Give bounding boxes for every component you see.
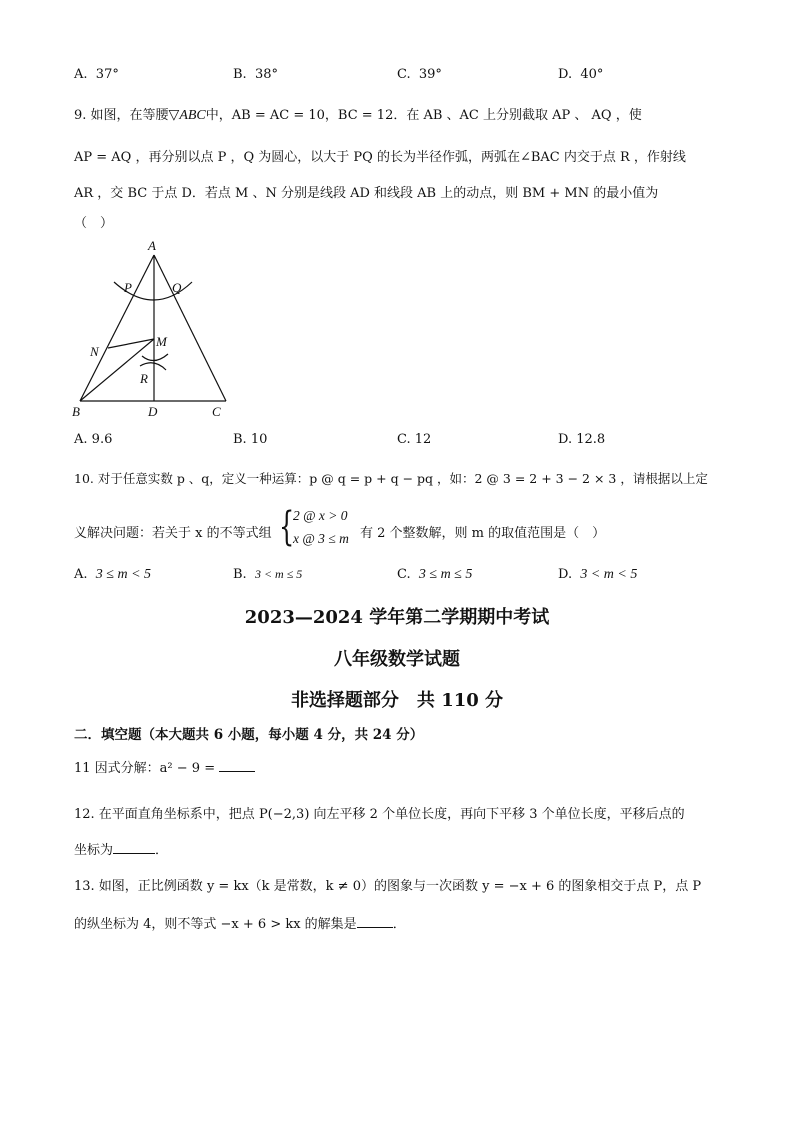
q9-option-a: A. 9.6: [74, 432, 113, 447]
q12-answer-blank[interactable]: [113, 841, 155, 854]
q11-answer-blank[interactable]: [219, 759, 255, 772]
q9-option-d: D. 12.8: [558, 432, 606, 447]
exam-title: 2023—2024 学年第二学期期中考试: [244, 607, 550, 628]
q11-text: 11 因式分解：a² − 9 =: [74, 757, 255, 776]
segment-nm: [108, 339, 154, 348]
label-r: R: [140, 371, 148, 386]
q10-option-a: A. 3 ≤ m < 5: [74, 567, 152, 582]
label-b: B: [72, 404, 80, 419]
q8-option-d: D. 40°: [558, 67, 604, 82]
q10-option-b: B. 3 < m ≤ 5: [233, 567, 303, 582]
q10-system-line-2: x @ 3 ≤ m: [293, 531, 349, 546]
q10-option-d: D. 3 < m < 5: [558, 567, 638, 582]
q9-triangle-figure: [60, 238, 240, 423]
q8-option-a: A. 37°: [74, 67, 119, 82]
q10-line-2a: 义解决问题：若关于 x 的不等式组: [74, 526, 272, 541]
q13-line-2: 的纵坐标为 4，则不等式 −x + 6 > kx 的解集是 ．: [74, 917, 406, 932]
label-p: P: [124, 280, 132, 295]
q8-option-c: C. 39°: [397, 67, 442, 82]
q9-line-1: 9. 如图，在等腰▽ABC中，AB = AC = 10，BC = 12．在 AB 、AC 上分别截取 AP 、 AQ ，使: [74, 108, 642, 123]
q10-option-c: C. 3 ≤ m ≤ 5: [397, 567, 473, 582]
q9-option-b: B. 10: [233, 432, 268, 447]
label-n: N: [90, 344, 99, 359]
q10-line-1: 10. 对于任意实数 p 、q，定义一种运算：p @ q = p + q − pq ，如：2 @ 3 = 2 + 3 − 2 × 3 ，请根据以上定: [74, 471, 708, 486]
arc-r-1: [142, 354, 168, 361]
q10-system-line-1: 2 @ x > 0: [293, 508, 348, 523]
section-2-title: 二．填空题（本大题共 6 小题，每小题 4 分，共 24 分）: [74, 727, 424, 743]
subject-title: 八年级数学试题: [334, 649, 460, 670]
q12-line-1: 12. 在平面直角坐标系中，把点 P(−2,3) 向左平移 2 个单位长度，再向下平移 3 个单位长度，平移后点的: [74, 807, 685, 822]
label-q: Q: [172, 280, 182, 295]
q9-option-c: C. 12: [397, 432, 432, 447]
q8-option-b: B. 38°: [233, 67, 278, 82]
q10-line-2b: 有 2 个整数解，则 m 的取值范围是（ ）: [360, 526, 606, 541]
label-d: D: [148, 404, 158, 419]
q9-answer-paren: （ ）: [74, 216, 114, 231]
q12-line-2: 坐标为 ．: [74, 843, 169, 858]
q9-line-2: AP = AQ ，再分别以点 P ，Q 为圆心，以大于 PQ 的长为半径作弧，两弧在∠BAC 内交于点 R ，作射线: [74, 150, 686, 165]
part-title: 非选择题部分 共 110 分: [290, 690, 504, 711]
q13-line-1: 13. 如图，正比例函数 y = kx（k 是常数，k ≠ 0）的图象与一次函数 y = −x + 6 的图象相交于点 P，点 P: [74, 879, 702, 894]
q10-system-brace: {: [279, 504, 295, 550]
label-a: A: [148, 238, 156, 253]
side-ac: [154, 255, 226, 401]
arc-r-2: [140, 363, 166, 370]
label-m: M: [156, 334, 167, 349]
q13-answer-blank[interactable]: [357, 915, 393, 928]
label-c: C: [212, 404, 221, 419]
q9-line-3: AR ，交 BC 于点 D．若点 M 、N 分别是线段 AD 和线段 AB 上的动点，则 BM + MN 的最小值为: [74, 186, 659, 201]
